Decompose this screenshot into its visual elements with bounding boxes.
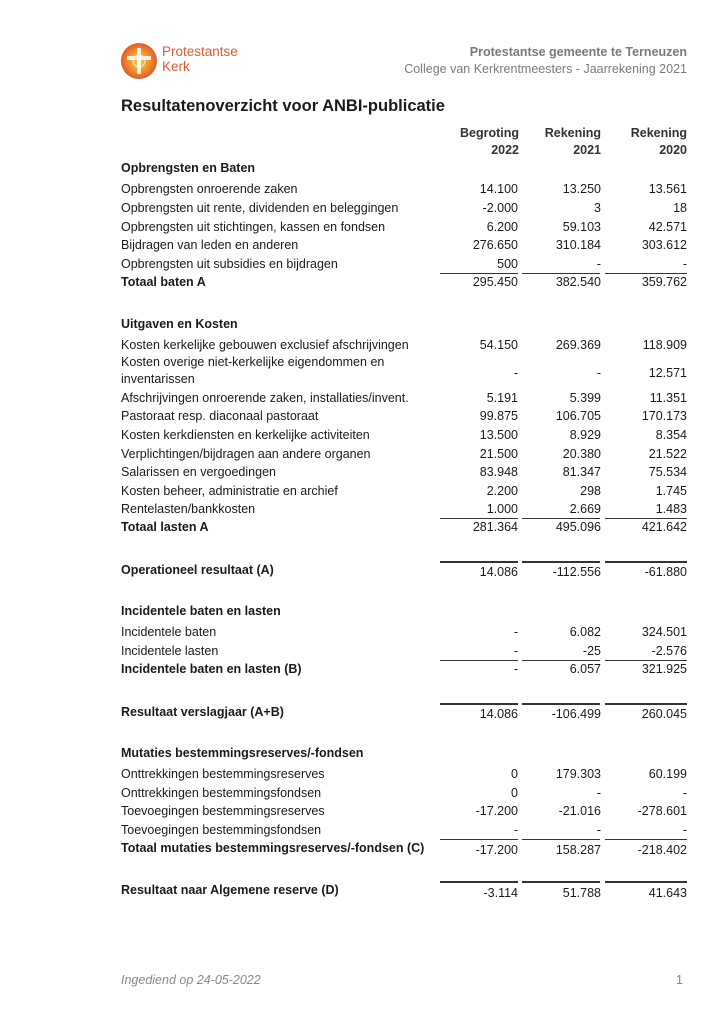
column-header-year: 2021	[573, 143, 601, 157]
result-rule	[605, 703, 687, 705]
subtotal-rule	[440, 273, 518, 274]
value-begroting-2022: 6.200	[486, 220, 518, 234]
subtotal-rule	[440, 518, 518, 519]
value-begroting-2022: 13.500	[479, 428, 518, 442]
result-rule	[440, 561, 518, 563]
subtotal-rule	[522, 839, 600, 840]
column-header-rekening-2021	[516, 125, 601, 159]
value-rekening-2021: 298	[580, 484, 601, 498]
value-rekening-2021: 3	[594, 201, 601, 215]
value-rekening-2020: 11.351	[649, 391, 687, 405]
row-label: Incidentele lasten	[121, 644, 219, 658]
subtotal-rule	[522, 660, 600, 661]
value-rekening-2021: 495.096	[555, 520, 601, 534]
value-rekening-2020: 324.501	[641, 625, 687, 639]
logo	[121, 43, 261, 79]
document-header	[404, 44, 687, 78]
value-rekening-2021: -21.016	[558, 804, 601, 818]
row-label: Kosten kerkdiensten en kerkelijke activiteiten	[121, 428, 370, 442]
value-rekening-2021: 6.057	[569, 662, 601, 676]
value-rekening-2021: -	[596, 823, 601, 837]
value-begroting-2022: 281.364	[472, 520, 518, 534]
value-rekening-2020: 1.745	[655, 484, 687, 498]
value-rekening-2020: 41.643	[648, 886, 687, 900]
value-rekening-2021: 2.669	[569, 502, 601, 516]
row-label: Totaal mutaties bestemmingsreserves/-fondsen (C)	[121, 841, 425, 855]
row-label: Pastoraat resp. diaconaal pastoraat	[121, 409, 319, 423]
value-begroting-2022: 14.100	[479, 182, 518, 196]
value-begroting-2022: -	[513, 644, 518, 658]
value-rekening-2020: 12.571	[648, 366, 687, 380]
section-heading-incidenteel: Incidentele baten en lasten	[121, 604, 281, 618]
logo-line-1: Protestantse	[162, 44, 238, 59]
row-label: Incidentele baten	[121, 625, 217, 639]
value-rekening-2020: -	[682, 823, 687, 837]
value-begroting-2022: 14.086	[479, 707, 518, 721]
row-label: Incidentele baten en lasten (B)	[121, 662, 302, 676]
value-rekening-2020: 18	[673, 201, 687, 215]
value-rekening-2021: 382.540	[555, 275, 601, 289]
value-begroting-2022: 99.875	[479, 409, 518, 423]
value-begroting-2022: 0	[511, 767, 518, 781]
section-heading-uitgaven: Uitgaven en Kosten	[121, 317, 238, 331]
value-begroting-2022: 21.500	[479, 447, 518, 461]
value-rekening-2020: 359.762	[641, 275, 687, 289]
row-label: Kosten kerkelijke gebouwen exclusief afschrijvingen	[121, 338, 409, 352]
value-begroting-2022: -17.200	[475, 804, 518, 818]
value-begroting-2022: 54.150	[479, 338, 518, 352]
logo-line-2: Kerk	[162, 59, 190, 74]
row-label: Opbrengsten uit rente, dividenden en beleggingen	[121, 201, 399, 215]
result-rule	[605, 561, 687, 563]
value-rekening-2021: 8.929	[569, 428, 601, 442]
result-rule	[605, 881, 687, 883]
row-label: Resultaat verslagjaar (A+B)	[121, 705, 284, 719]
value-begroting-2022: -2.000	[482, 201, 518, 215]
result-rule	[522, 881, 600, 883]
value-rekening-2020: 13.561	[648, 182, 687, 196]
document-subtitle: College van Kerkrentmeesters - Jaarrekening 2021	[404, 62, 687, 76]
value-rekening-2021: -25	[582, 644, 601, 658]
subtotal-rule	[522, 273, 600, 274]
page-title: Resultatenoverzicht voor ANBI-publicatie	[121, 97, 445, 115]
result-rule	[440, 703, 518, 705]
section-heading-mutaties: Mutaties bestemmingsreserves/-fondsen	[121, 746, 364, 760]
result-rule	[522, 703, 600, 705]
value-begroting-2022: 1.000	[486, 502, 518, 516]
subtotal-rule	[522, 518, 600, 519]
value-rekening-2020: 118.909	[642, 338, 687, 352]
subtotal-rule	[605, 660, 687, 661]
logo-wordmark	[162, 44, 238, 74]
row-label: Kosten beheer, administratie en archief	[121, 484, 338, 498]
value-begroting-2022: -	[513, 366, 518, 380]
value-begroting-2022: 295.450	[472, 275, 518, 289]
value-begroting-2022: 2.200	[486, 484, 518, 498]
value-rekening-2020: -2.576	[651, 644, 687, 658]
row-label: Opbrengsten uit subsidies en bijdragen	[121, 257, 338, 271]
value-rekening-2020: -218.402	[637, 843, 687, 857]
row-label: Totaal baten A	[121, 275, 206, 289]
row-label: Afschrijvingen onroerende zaken, installaties/invent.	[121, 391, 409, 405]
submission-date: Ingediend op 24-05-2022	[121, 973, 261, 987]
row-label: Onttrekkingen bestemmingsfondsen	[121, 786, 322, 800]
value-rekening-2020: -61.880	[644, 565, 687, 579]
value-rekening-2020: 170.173	[641, 409, 687, 423]
row-label: inventarissen	[121, 372, 195, 386]
value-rekening-2021: -	[596, 786, 601, 800]
row-label: Toevoegingen bestemmingsreserves	[121, 804, 325, 818]
value-begroting-2022: -3.114	[483, 886, 518, 900]
value-rekening-2021: 20.380	[562, 447, 601, 461]
value-rekening-2020: -278.601	[637, 804, 687, 818]
value-begroting-2022: -	[513, 823, 518, 837]
row-label: Kosten overige niet-kerkelijke eigendommen en	[121, 355, 385, 369]
value-rekening-2021: -112.556	[552, 565, 601, 579]
value-rekening-2021: -	[596, 257, 601, 271]
row-label: Opbrengsten uit stichtingen, kassen en fondsen	[121, 220, 386, 234]
result-rule	[440, 881, 518, 883]
value-begroting-2022: -	[513, 625, 518, 639]
row-label: Bijdragen van leden en anderen	[121, 238, 299, 252]
page-number: 1	[676, 973, 683, 987]
row-label: Toevoegingen bestemmingsfondsen	[121, 823, 322, 837]
row-label: Rentelasten/bankkosten	[121, 502, 256, 516]
section-heading-baten: Opbrengsten en Baten	[121, 161, 256, 175]
value-begroting-2022: -	[513, 662, 518, 676]
value-rekening-2021: 106.705	[555, 409, 601, 423]
row-label: Opbrengsten onroerende zaken	[121, 182, 298, 196]
value-rekening-2020: 21.522	[648, 447, 687, 461]
row-label: Onttrekkingen bestemmingsreserves	[121, 767, 325, 781]
value-rekening-2021: 6.082	[569, 625, 601, 639]
value-rekening-2020: 60.199	[648, 767, 687, 781]
value-rekening-2020: -	[682, 786, 687, 800]
result-rule	[522, 561, 600, 563]
subtotal-rule	[440, 660, 518, 661]
value-rekening-2021: 59.103	[562, 220, 601, 234]
value-rekening-2020: 8.354	[655, 428, 687, 442]
organization-name: Protestantse gemeente te Terneuzen	[469, 45, 687, 59]
column-header-year: 2020	[659, 143, 687, 157]
value-rekening-2020: 303.612	[641, 238, 687, 252]
column-header-rekening-2020	[602, 125, 687, 159]
subtotal-rule	[605, 273, 687, 274]
value-rekening-2020: 1.483	[655, 502, 687, 516]
value-rekening-2020: 260.045	[641, 707, 687, 721]
value-begroting-2022: 14.086	[479, 565, 518, 579]
value-rekening-2020: -	[682, 257, 687, 271]
church-logo-icon	[121, 43, 157, 79]
value-begroting-2022: 5.191	[486, 391, 518, 405]
value-begroting-2022: 500	[497, 257, 518, 271]
value-rekening-2021: 310.184	[555, 238, 601, 252]
value-rekening-2020: 421.642	[641, 520, 687, 534]
row-label: Totaal lasten A	[121, 520, 209, 534]
value-rekening-2021: -	[596, 366, 601, 380]
subtotal-rule	[440, 839, 518, 840]
column-header-line: Begroting	[459, 126, 519, 140]
value-rekening-2021: 179.303	[555, 767, 601, 781]
value-begroting-2022: -17.200	[475, 843, 518, 857]
value-rekening-2021: 269.369	[555, 338, 601, 352]
row-label: Salarissen en vergoedingen	[121, 465, 276, 479]
value-begroting-2022: 276.650	[472, 238, 518, 252]
row-label: Verplichtingen/bijdragen aan andere organen	[121, 447, 371, 461]
column-header-year: 2022	[491, 143, 519, 157]
value-rekening-2021: 13.250	[562, 182, 601, 196]
column-header-begroting-2022	[434, 125, 519, 159]
value-rekening-2020: 75.534	[648, 465, 687, 479]
subtotal-rule	[605, 839, 687, 840]
value-rekening-2021: -106.499	[551, 707, 601, 721]
value-rekening-2021: 51.788	[562, 886, 601, 900]
value-rekening-2021: 81.347	[562, 465, 601, 479]
value-begroting-2022: 0	[511, 786, 518, 800]
row-label: Resultaat naar Algemene reserve (D)	[121, 883, 339, 897]
subtotal-rule	[605, 518, 687, 519]
column-header-line: Rekening	[630, 126, 687, 140]
value-rekening-2020: 321.925	[641, 662, 687, 676]
value-rekening-2021: 5.399	[569, 391, 601, 405]
value-begroting-2022: 83.948	[479, 465, 518, 479]
value-rekening-2020: 42.571	[648, 220, 687, 234]
row-label: Operationeel resultaat (A)	[121, 563, 274, 577]
column-header-line: Rekening	[544, 126, 601, 140]
value-rekening-2021: 158.287	[555, 843, 601, 857]
